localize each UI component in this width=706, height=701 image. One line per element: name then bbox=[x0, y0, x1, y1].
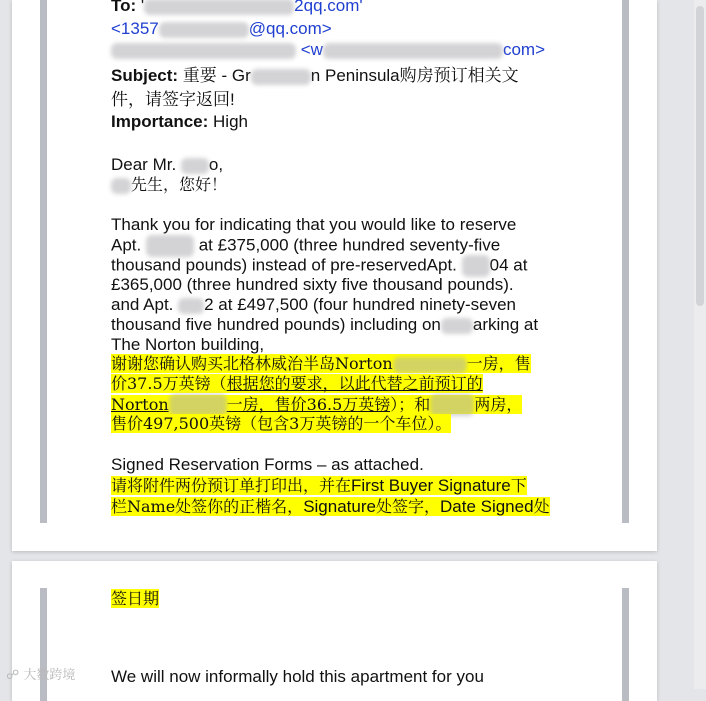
watermark-text: 大数跨境 bbox=[23, 668, 76, 683]
page-left-rule bbox=[40, 0, 47, 523]
forms-en-line bbox=[111, 455, 424, 475]
forms-cn-line bbox=[111, 497, 550, 517]
redacted-block bbox=[111, 178, 131, 194]
redacted-block bbox=[462, 255, 490, 277]
body-text: First Buyer Signature bbox=[351, 476, 511, 495]
redacted-block bbox=[146, 235, 194, 257]
email-link[interactable]: @qq.com> bbox=[248, 19, 332, 38]
redacted-block bbox=[178, 298, 204, 314]
body-en-line bbox=[111, 255, 527, 277]
body-cn-line bbox=[111, 354, 531, 374]
body-text: 2 at £497,500 (four hundred ninety-seven bbox=[204, 295, 517, 314]
body-text: 价37.5万英镑（ bbox=[111, 374, 227, 393]
greeting-text: 先生，您好！ bbox=[131, 175, 228, 194]
body-text: Signature bbox=[303, 497, 376, 516]
body-en-line bbox=[111, 275, 514, 295]
body-en-line bbox=[111, 295, 516, 315]
watermark-logo bbox=[6, 664, 75, 683]
body-text: 两房， bbox=[474, 394, 523, 414]
to-label: To: bbox=[111, 0, 137, 15]
vertical-scrollbar[interactable] bbox=[694, 0, 706, 689]
body-cn-line bbox=[111, 394, 522, 416]
body-text: Signed Reservation Forms bbox=[111, 455, 313, 474]
scrollbar-thumb[interactable] bbox=[696, 6, 704, 306]
greeting-cn bbox=[111, 175, 227, 195]
body-text: 一房，售 bbox=[466, 354, 531, 373]
forms-cn-line bbox=[111, 476, 527, 496]
body-text: – as attached. bbox=[317, 455, 424, 474]
subject-line bbox=[111, 66, 519, 86]
to-line: To: ' 2qq.com' bbox=[111, 0, 363, 16]
redacted-block bbox=[323, 43, 503, 59]
body-text: 售价497,500英镑（包含3万英镑的一个车位）。 bbox=[111, 414, 452, 433]
subject-text: 件，请签字返回! bbox=[111, 90, 235, 109]
redacted-block bbox=[111, 43, 296, 59]
body-en-line bbox=[111, 215, 516, 235]
redacted-block bbox=[393, 357, 467, 373]
forms-cn-line bbox=[111, 589, 159, 609]
subject-line-2 bbox=[111, 90, 235, 110]
closing-line bbox=[111, 667, 484, 687]
email-link[interactable]: com> bbox=[502, 40, 545, 59]
body-text: at £375,000 (three hundred seventy-five bbox=[198, 235, 501, 255]
body-cn-line bbox=[111, 374, 483, 394]
body-text: thousand five hundred pounds) including on bbox=[111, 315, 441, 334]
body-text: 04 at bbox=[489, 255, 528, 275]
body-en-line bbox=[111, 315, 538, 335]
body-cn-line bbox=[111, 414, 451, 434]
body-text: arking at bbox=[472, 315, 539, 334]
page-right-rule bbox=[622, 0, 629, 523]
email-link[interactable]: <w bbox=[300, 40, 323, 59]
greeting-text: Dear Mr. bbox=[111, 155, 177, 174]
redacted-block bbox=[169, 394, 227, 416]
importance-value: High bbox=[213, 112, 248, 131]
watermark-icon: ☍ bbox=[6, 668, 20, 683]
body-text: 根据您的要求，以此代替之前预订的 bbox=[226, 374, 483, 393]
body-text: £365,000 (three hundred sixty five thousand pounds). bbox=[111, 275, 514, 294]
body-text: Date Signed bbox=[439, 497, 534, 516]
email-link[interactable]: <1357 bbox=[111, 19, 159, 38]
body-text: 处签字， bbox=[375, 497, 440, 516]
redacted-block bbox=[144, 0, 294, 15]
body-text: 谢谢您确认购买北格林威治半岛Norton bbox=[111, 354, 393, 373]
importance-label: Importance: bbox=[111, 112, 209, 131]
importance-line bbox=[111, 112, 248, 132]
greeting-text: o, bbox=[208, 155, 224, 174]
body-text: 请将附件两份预订单打印出，并在 bbox=[111, 476, 352, 495]
body-text: Apt. bbox=[111, 235, 142, 255]
body-en-line bbox=[111, 235, 500, 257]
redacted-block bbox=[251, 69, 311, 85]
body-text: Norton bbox=[111, 394, 169, 414]
body-en-line bbox=[111, 335, 264, 355]
subject-text: n Peninsula购房预订相关文 bbox=[310, 66, 519, 85]
body-text: 栏Name处签你的正楷名， bbox=[111, 497, 304, 516]
redacted-block bbox=[430, 394, 474, 416]
body-text: The Norton building, bbox=[111, 335, 265, 354]
body-text: ）；和 bbox=[390, 394, 431, 414]
page-left-rule bbox=[40, 588, 47, 701]
subject-text: 重要 - Gr bbox=[182, 66, 251, 85]
body-text: Thank you for indicating that you would like to reserve bbox=[111, 215, 517, 234]
body-text: 一房，售价36.5万英镑 bbox=[226, 394, 391, 414]
body-text: We will now informally hold this apartment for you bbox=[111, 667, 484, 686]
body-text: and Apt. bbox=[111, 295, 174, 314]
page-right-rule bbox=[622, 588, 629, 701]
body-text: 签日期 bbox=[111, 589, 160, 608]
redacted-block bbox=[159, 22, 249, 38]
subject-label: Subject: bbox=[111, 66, 179, 85]
to-address[interactable]: 2qq.com' bbox=[294, 0, 363, 15]
body-text: 下 bbox=[510, 476, 527, 495]
redacted-block bbox=[181, 158, 209, 174]
greeting-en bbox=[111, 155, 223, 175]
body-text: thousand pounds) instead of pre-reservedApt. bbox=[111, 255, 457, 275]
to-line-2 bbox=[111, 19, 332, 39]
to-line-3 bbox=[111, 40, 545, 60]
redacted-block bbox=[441, 318, 473, 334]
body-text: 处 bbox=[533, 497, 550, 516]
